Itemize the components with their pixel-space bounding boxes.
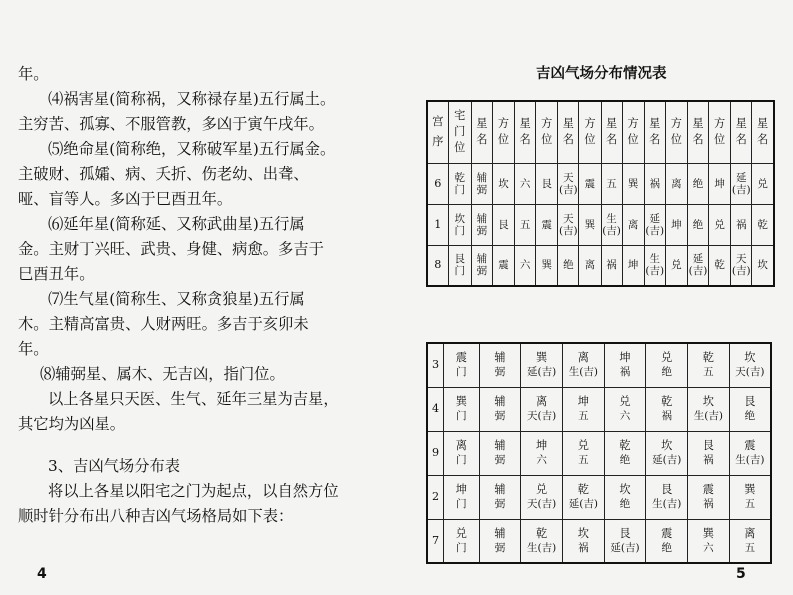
cell-text: 兑 (577, 439, 589, 452)
text-line: 木。主精高富贵、人财两旺。多吉于亥卯未 (18, 315, 309, 333)
table-cell (515, 204, 536, 245)
cell-text: 艮 (744, 395, 756, 408)
cell-text: 星名 (562, 117, 574, 147)
text-line: 将以上各星以阳宅之门为起点，以自然方位 (48, 482, 339, 500)
header-cell (515, 101, 536, 163)
table-cell (729, 519, 771, 563)
table-cell (646, 387, 688, 431)
header-cell (471, 101, 492, 163)
table-cell (562, 475, 604, 519)
header-cell (536, 101, 558, 163)
table-cell (601, 245, 622, 286)
cell-text: 门 (456, 541, 467, 554)
cell-text: 生(吉) (652, 498, 682, 510)
cell-text: 绝 (619, 498, 631, 510)
cell-text: 延(吉) (527, 366, 557, 379)
text-line: ⑺生气星(简称生、又称贪狼星)五行属 (48, 290, 305, 308)
cell-text: 延 (649, 212, 661, 225)
cell-text: 生 (606, 212, 617, 225)
table-cell (536, 204, 558, 245)
cell-text: 五 (703, 366, 714, 379)
table-cell (579, 163, 601, 204)
table-row (427, 204, 774, 245)
text-line: 3、吉凶气场分布表 (48, 457, 181, 475)
text-line: 顺时针分布出八种吉凶气场格局如下表： (18, 507, 294, 525)
cell-text: 绝 (692, 218, 704, 231)
cell-text: 艮 (498, 218, 509, 231)
left-page-number: 4 (37, 566, 47, 582)
table-cell (521, 519, 563, 563)
table-cell (444, 431, 479, 475)
cell-text: (吉) (645, 224, 665, 237)
table-cell (604, 519, 646, 563)
cell-text: 星名 (519, 117, 531, 147)
cell-text: 艮 (541, 177, 552, 190)
cell-text: 坎 (702, 395, 714, 408)
table-title: 吉凶气场分布情况表 (536, 66, 667, 82)
table-cell (688, 475, 730, 519)
text-line: ⑸绝命星(简称绝，又称破军星)五行属金。 (48, 140, 336, 158)
table-cell (646, 343, 688, 387)
cell-text: 兑 (714, 218, 725, 231)
table-cell (579, 245, 601, 286)
cell-text: 六 (536, 454, 547, 466)
cell-text: 巽 (584, 218, 596, 231)
cell-text: 乾 (757, 218, 768, 231)
cell-text: 绝 (661, 541, 672, 554)
table-row (427, 245, 774, 286)
cell-text: 延(吉) (652, 454, 682, 466)
cell-text: 五 (744, 498, 756, 510)
cell-text: 弼 (476, 183, 488, 196)
cell-text: 辅 (476, 171, 488, 184)
table-cell (731, 204, 752, 245)
cell-text: 门 (456, 498, 467, 510)
table-header-row (427, 101, 774, 163)
cell-text: 星名 (757, 117, 769, 147)
table-cell (752, 204, 774, 245)
cell-text: 坎 (619, 483, 631, 496)
cell-text: 辅 (494, 351, 506, 365)
cell-text: 延(吉) (568, 498, 598, 510)
table-cell (622, 245, 644, 286)
table-cell (536, 163, 558, 204)
table-row (427, 475, 771, 519)
table-cell (644, 245, 665, 286)
cell-text: 震 (541, 218, 552, 231)
table-cell (604, 387, 646, 431)
cell-text: 坤 (577, 395, 589, 408)
cell-text: 门 (456, 410, 467, 422)
cell-text: 巽 (744, 483, 756, 496)
table-cell (622, 204, 644, 245)
cell-text: 弼 (494, 498, 506, 510)
table-row (427, 343, 771, 387)
table-cell (515, 163, 536, 204)
table-cell (479, 431, 521, 475)
cell-text: 辅 (494, 439, 506, 452)
text-line: ⑻辅弼星、属木、无吉凶，指门位。 (40, 365, 285, 383)
cell-text: 方位 (497, 117, 510, 147)
cell-text: 生(吉) (568, 366, 598, 379)
right-page-number: 5 (736, 566, 746, 582)
cell-text: 延 (736, 171, 747, 184)
header-cell (731, 101, 752, 163)
text-line: 主破财、孤孀、病、夭折、伤老幼、出聋、 (18, 165, 309, 183)
table-cell (492, 245, 514, 286)
cell-text: 艮 (661, 483, 673, 496)
cell-text: 震 (498, 259, 509, 272)
text-line: 哑、盲等人。多凶于巳酉丑年。 (18, 190, 233, 208)
cell-text: (吉) (558, 183, 578, 196)
cell-text: 震 (661, 526, 673, 540)
cell-text: 离 (671, 177, 682, 190)
table-cell (444, 343, 479, 387)
cell-text: 六 (703, 541, 714, 554)
cell-text: 序 (432, 135, 444, 149)
header-cell (558, 101, 579, 163)
text-line: 年。 (18, 340, 49, 358)
header-cell (427, 101, 448, 163)
cell-text: 绝 (563, 259, 574, 272)
palace-number: 6 (427, 163, 448, 204)
header-cell (492, 101, 514, 163)
cell-text: 天 (563, 171, 574, 184)
cell-text: 离 (536, 395, 548, 408)
table-row (427, 431, 771, 475)
table-cell (479, 475, 521, 519)
cell-text: 延(吉) (610, 541, 640, 554)
cell-text: 乾 (454, 171, 465, 184)
cell-text: (吉) (558, 224, 578, 237)
table-cell (521, 475, 563, 519)
table-cell (558, 163, 579, 204)
cell-text: 星名 (605, 117, 618, 147)
palace-number: 2 (427, 475, 444, 519)
table-row (427, 163, 774, 204)
cell-text: 艮 (702, 439, 714, 452)
table-cell (709, 163, 731, 204)
table-cell (521, 387, 563, 431)
header-cell (752, 101, 774, 163)
cell-text: 门 (456, 454, 467, 466)
header-cell (448, 101, 471, 163)
table-cell (562, 387, 604, 431)
text-line: 其它均为凶星。 (18, 415, 126, 433)
cell-text: 延 (692, 253, 704, 266)
cell-text: 六 (619, 410, 631, 422)
cell-text: 兑 (536, 483, 548, 496)
cell-text: 弼 (476, 224, 488, 237)
cell-text: 坎 (661, 439, 673, 452)
cell-text: 天 (736, 253, 747, 266)
table-cell (558, 245, 579, 286)
table-cell (444, 519, 479, 563)
cell-text: 祸 (703, 498, 714, 510)
table-cell (752, 163, 774, 204)
cell-text: (吉) (602, 224, 621, 237)
table-cell (521, 431, 563, 475)
palace-number: 9 (427, 431, 444, 475)
cell-text: 六 (519, 177, 531, 190)
cell-text: 兑 (455, 526, 467, 540)
table-cell (536, 245, 558, 286)
table-cell (687, 245, 708, 286)
cell-text: (吉) (731, 183, 751, 196)
cell-text: 震 (455, 351, 467, 365)
table-cell (448, 163, 471, 204)
cell-text: 坤 (619, 351, 631, 365)
cell-text: 离 (627, 218, 639, 231)
table-cell (601, 163, 622, 204)
table-cell (479, 519, 521, 563)
cell-text: 弼 (476, 265, 488, 278)
cell-text: 五 (744, 541, 756, 554)
cell-text: 绝 (744, 410, 756, 422)
cell-text: (吉) (731, 265, 751, 278)
cell-text: 乾 (619, 439, 631, 452)
cell-text: 祸 (619, 366, 631, 379)
cell-text: 坤 (714, 177, 725, 190)
cell-text: 震 (584, 177, 596, 190)
cell-text: 坤 (455, 483, 467, 496)
star-distribution-table-bottom (426, 342, 772, 564)
cell-text: 坤 (671, 218, 682, 231)
cell-text: 弼 (494, 410, 506, 422)
cell-text: 生 (649, 253, 661, 266)
cell-text: 震 (702, 483, 714, 496)
cell-text: 星名 (649, 117, 661, 147)
cell-text: 天(吉) (527, 498, 557, 510)
header-cell (687, 101, 708, 163)
cell-text: 离 (744, 526, 756, 540)
cell-text: 五 (578, 454, 589, 466)
cell-text: 辅 (494, 526, 506, 540)
cell-text: 离 (577, 351, 589, 365)
cell-text: 弼 (494, 541, 506, 554)
table-cell (448, 245, 471, 286)
cell-text: 生(吉) (527, 541, 557, 554)
table-cell (688, 519, 730, 563)
cell-text: 兑 (661, 351, 673, 365)
cell-text: 兑 (671, 259, 682, 272)
star-distribution-table-top (426, 100, 775, 287)
palace-number: 4 (427, 387, 444, 431)
cell-text: 门 (456, 366, 467, 379)
cell-text: (吉) (645, 265, 665, 278)
header-cell (644, 101, 665, 163)
table-cell (604, 475, 646, 519)
table-cell (492, 204, 514, 245)
text-line: 金。主财丁兴旺、武贵、身健、病愈。多吉于 (18, 240, 324, 258)
table-cell (665, 204, 687, 245)
table-cell (471, 204, 492, 245)
table-cell (644, 163, 665, 204)
cell-text: 绝 (619, 454, 631, 466)
text-line: ⑹延年星(简称延、又称武曲星)五行属 (48, 215, 305, 233)
table-cell (604, 431, 646, 475)
table-cell (448, 204, 471, 245)
cell-text: 祸 (606, 259, 617, 272)
cell-text: 星名 (735, 117, 747, 147)
cell-text: 兑 (757, 177, 768, 190)
header-cell (665, 101, 687, 163)
table-cell (752, 245, 774, 286)
cell-text: 五 (519, 218, 531, 231)
table-cell (444, 387, 479, 431)
cell-text: 巽 (536, 351, 548, 365)
cell-text: 震 (744, 439, 756, 452)
cell-text: 坤 (627, 259, 639, 272)
cell-text: 天(吉) (735, 366, 765, 379)
table-cell (471, 245, 492, 286)
cell-text: 方位 (670, 117, 682, 147)
cell-text: 宅门位 (454, 109, 466, 155)
table-cell (562, 519, 604, 563)
text-line: ⑷祸害星(简称祸，又称禄存星)五行属土。 (48, 90, 336, 108)
cell-text: 祸 (736, 218, 747, 231)
header-cell (709, 101, 731, 163)
table-cell (688, 387, 730, 431)
table-cell (492, 163, 514, 204)
palace-number: 8 (427, 245, 448, 286)
header-cell (622, 101, 644, 163)
cell-text: 天(吉) (527, 410, 557, 422)
table-cell (729, 343, 771, 387)
cell-text: 门 (454, 224, 465, 237)
cell-text: 离 (455, 439, 467, 452)
table-cell (646, 431, 688, 475)
table-cell (644, 204, 665, 245)
cell-text: 离 (584, 259, 596, 272)
table-cell (601, 204, 622, 245)
text-line: 主穷苦、孤寡、不服管教，多凶于寅午戌年。 (18, 115, 324, 133)
cell-text: 门 (454, 183, 465, 196)
cell-text: 乾 (577, 483, 589, 496)
cell-text: 绝 (661, 366, 672, 379)
header-cell (579, 101, 601, 163)
cell-text: 绝 (692, 177, 704, 190)
cell-text: 坎 (577, 526, 589, 540)
table-cell (622, 163, 644, 204)
table-cell (709, 204, 731, 245)
text-line: 巳酉丑年。 (18, 265, 95, 283)
cell-text: 坎 (498, 177, 509, 190)
table-cell (479, 343, 521, 387)
table-cell (665, 163, 687, 204)
cell-text: 辅 (494, 483, 506, 496)
cell-text: 祸 (649, 177, 661, 190)
cell-text: 坤 (536, 439, 548, 452)
cell-text: 乾 (714, 259, 725, 272)
table-cell (579, 204, 601, 245)
cell-text: 祸 (661, 410, 672, 422)
cell-text: 六 (519, 259, 531, 272)
palace-number: 7 (427, 519, 444, 563)
cell-text: 五 (606, 177, 617, 190)
table-cell (688, 431, 730, 475)
cell-text: 坎 (454, 212, 465, 225)
table-cell (479, 387, 521, 431)
table-cell (687, 204, 708, 245)
left-page-text (18, 62, 370, 529)
table-row (427, 387, 771, 431)
cell-text: 方位 (541, 117, 553, 147)
table-cell (521, 343, 563, 387)
table-cell (646, 519, 688, 563)
table-cell (515, 245, 536, 286)
text-line (18, 437, 370, 454)
cell-text: 艮 (619, 526, 631, 540)
cell-text: (吉) (688, 265, 708, 278)
text-line: 年。 (18, 65, 49, 83)
table-cell (562, 431, 604, 475)
cell-text: 坎 (744, 351, 756, 365)
table-cell (471, 163, 492, 204)
cell-text: 方位 (627, 117, 639, 147)
cell-text: 生(吉) (693, 410, 723, 422)
cell-text: 巽 (541, 259, 552, 272)
table-cell (729, 431, 771, 475)
cell-text: 乾 (661, 395, 673, 408)
cell-text: 方位 (714, 117, 726, 147)
cell-text: 祸 (703, 454, 714, 466)
table-cell (562, 343, 604, 387)
table-cell (731, 245, 752, 286)
cell-text: 辅 (494, 395, 506, 408)
cell-text: 兑 (619, 395, 631, 408)
cell-text: 乾 (536, 526, 548, 540)
table-cell (444, 475, 479, 519)
cell-text: 艮 (454, 253, 465, 266)
table-cell (687, 163, 708, 204)
cell-text: 星名 (692, 117, 704, 147)
cell-text: 门 (454, 265, 465, 278)
cell-text: 弼 (494, 366, 506, 379)
cell-text: 弼 (494, 454, 506, 466)
table-cell (729, 387, 771, 431)
cell-text: 天 (563, 212, 574, 225)
cell-text: 乾 (702, 351, 714, 365)
cell-text: 巽 (702, 526, 714, 540)
table-cell (709, 245, 731, 286)
cell-text: 辅 (476, 253, 488, 266)
cell-text: 星名 (476, 117, 488, 147)
cell-text: 辅 (476, 212, 488, 225)
cell-text: 宫 (432, 115, 444, 129)
table-row (427, 519, 771, 563)
cell-text: 巽 (627, 177, 639, 190)
cell-text: 祸 (578, 541, 589, 554)
table-cell (731, 163, 752, 204)
cell-text: 巽 (455, 395, 467, 408)
cell-text: 坎 (757, 259, 768, 272)
table-cell (604, 343, 646, 387)
table-cell (646, 475, 688, 519)
palace-number: 1 (427, 204, 448, 245)
cell-text: 方位 (584, 117, 596, 147)
table-cell (558, 204, 579, 245)
table-cell (665, 245, 687, 286)
cell-text: 生(吉) (735, 454, 765, 466)
palace-number: 3 (427, 343, 444, 387)
text-line: 以上各星只天医、生气、延年三星为吉星， (48, 390, 339, 408)
cell-text: 五 (578, 410, 589, 422)
header-cell (601, 101, 622, 163)
table-cell (688, 343, 730, 387)
table-cell (729, 475, 771, 519)
